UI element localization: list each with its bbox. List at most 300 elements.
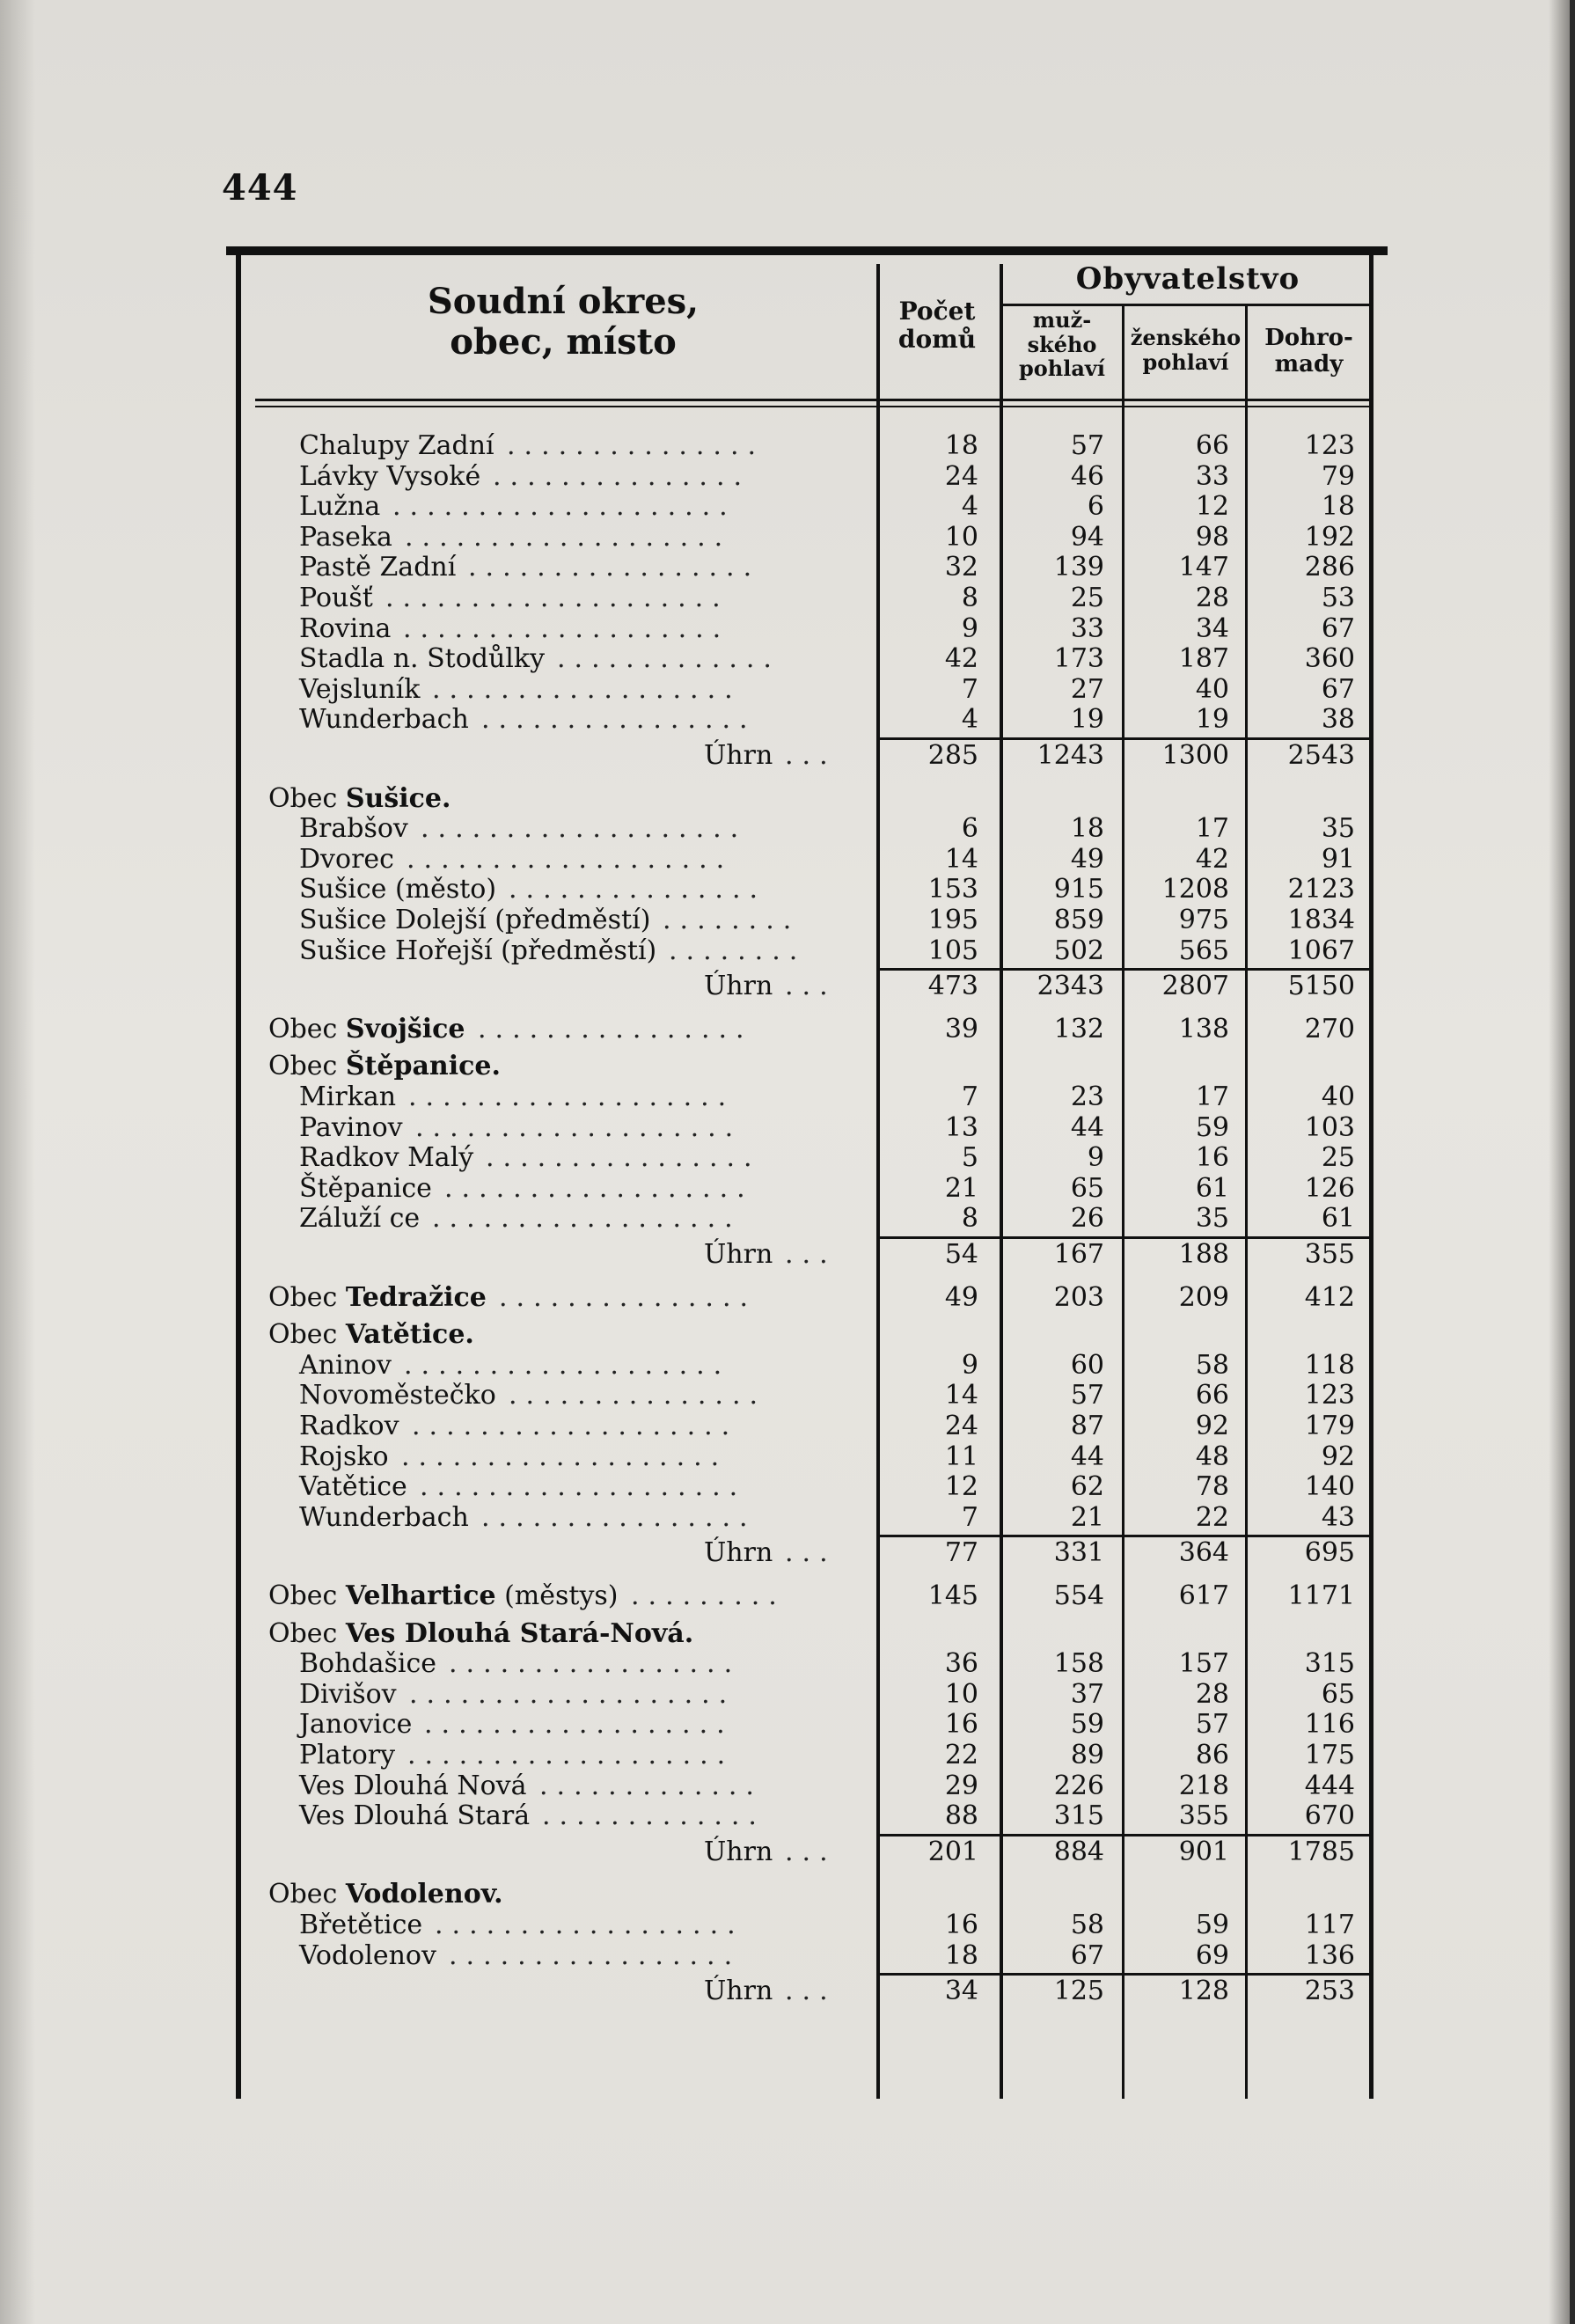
dot-leader: ...................	[421, 813, 748, 845]
summary-row	[0, 1538, 1575, 1568]
header-muz-line2: ského	[1027, 331, 1097, 357]
male-cell: 554	[1053, 1580, 1104, 1611]
summary-label: Úhrn	[704, 1537, 773, 1569]
municipality-name	[268, 1015, 465, 1045]
municipality-row	[0, 1052, 1575, 1081]
male-cell: 33	[1070, 612, 1104, 644]
female-cell: 69	[1195, 1939, 1229, 1971]
municipality-name	[268, 1052, 501, 1081]
municipality-row	[0, 1320, 1575, 1350]
female-cell: 617	[1178, 1580, 1229, 1611]
place-name: Platory	[299, 1740, 396, 1770]
header-dohro-line1: Dohro-	[1264, 325, 1353, 351]
female-cell: 157	[1178, 1648, 1229, 1680]
table-row	[0, 644, 1575, 674]
dot-leader: .................	[449, 1939, 742, 1971]
female-cell: 86	[1195, 1740, 1229, 1770]
male-cell: 203	[1053, 1281, 1104, 1313]
dot-leader: ...............	[493, 460, 751, 492]
total-cell: 116	[1304, 1709, 1355, 1741]
dot-leader: ...	[785, 1976, 837, 2007]
houses-cell: 16	[944, 1910, 978, 1940]
place-name: Vodolenov	[299, 1939, 436, 1971]
houses-cell: 14	[944, 1380, 978, 1411]
place-name: Dvorec	[299, 843, 394, 875]
dot-leader: ...................	[407, 843, 734, 875]
dot-leader: ...	[785, 1836, 837, 1867]
page-number: 444	[222, 167, 298, 209]
female-cell: 12	[1195, 491, 1229, 523]
male-cell: 87	[1070, 1411, 1104, 1441]
municipality-prefix: Obec	[268, 782, 346, 814]
female-cell: 78	[1195, 1471, 1229, 1503]
header-domu-line2: domů	[897, 325, 977, 355]
place-name: Pavinov	[299, 1111, 403, 1143]
total-cell: 38	[1321, 704, 1355, 736]
municipality-prefix: Obec	[268, 1051, 346, 1082]
male-cell: 331	[1053, 1537, 1104, 1569]
municipality-name	[268, 1880, 503, 1910]
municipality-title: Vatětice.	[345, 1319, 474, 1351]
female-cell: 1300	[1161, 740, 1229, 771]
houses-cell: 24	[944, 1411, 978, 1441]
houses-cell: 32	[944, 552, 978, 583]
municipality-name	[268, 1581, 619, 1611]
dot-leader: ........	[663, 905, 801, 935]
table-row	[0, 1143, 1575, 1173]
female-cell: 22	[1195, 1501, 1229, 1533]
place-name: Ves Dlouhá Nová	[299, 1770, 527, 1801]
male-cell: 25	[1070, 583, 1104, 613]
municipality-row	[0, 1015, 1575, 1045]
table-row	[0, 1351, 1575, 1381]
houses-cell: 12	[944, 1471, 978, 1503]
male-cell: 2343	[1037, 971, 1104, 1002]
total-cell: 79	[1321, 460, 1355, 492]
place-name: Vatětice	[299, 1471, 407, 1503]
houses-cell: 14	[944, 843, 978, 875]
place-name: Sušice (město)	[299, 874, 497, 905]
place-name: Rojsko	[299, 1441, 389, 1472]
total-cell: 192	[1304, 521, 1355, 553]
female-cell: 19	[1195, 704, 1229, 736]
dot-leader: ...	[785, 971, 837, 1002]
total-cell: 123	[1304, 430, 1355, 461]
place-name: Janovice	[299, 1709, 413, 1741]
total-cell: 1171	[1287, 1580, 1355, 1611]
total-cell: 43	[1321, 1501, 1355, 1533]
total-cell: 67	[1321, 612, 1355, 644]
table-row	[0, 553, 1575, 583]
dot-leader: ...	[785, 740, 837, 771]
place-name: Chalupy Zadní	[299, 430, 494, 461]
header-main-line2: obec, místo	[450, 321, 677, 363]
place-name: Paseka	[299, 521, 392, 553]
place-name: Poušť	[299, 583, 373, 613]
houses-cell: 9	[961, 1349, 978, 1381]
place-name: Mirkan	[299, 1081, 397, 1112]
male-cell: 59	[1070, 1709, 1104, 1741]
table-row	[0, 1204, 1575, 1234]
table-row	[0, 1910, 1575, 1940]
place-name: Divišov	[299, 1678, 397, 1710]
place-name: Novoměstečko	[299, 1380, 496, 1411]
houses-cell: 8	[961, 1203, 978, 1235]
place-name: Radkov Malý	[299, 1142, 474, 1174]
place-name: Sušice Hořejší (předměstí)	[299, 935, 657, 966]
total-cell: 315	[1304, 1648, 1355, 1680]
place-name: Wunderbach	[299, 704, 469, 736]
dot-leader: ...................	[407, 1740, 735, 1770]
dot-leader: ...............	[507, 430, 766, 461]
header-zen-line1: ženského	[1130, 325, 1242, 350]
municipality-prefix: Obec	[268, 1319, 346, 1351]
houses-cell: 4	[961, 704, 978, 736]
summary-label: Úhrn	[704, 740, 773, 771]
place-name: Lužna	[299, 491, 381, 523]
table-row	[0, 583, 1575, 613]
total-cell: 65	[1321, 1678, 1355, 1710]
table-row	[0, 1649, 1575, 1679]
male-cell: 67	[1070, 1939, 1104, 1971]
table-row	[0, 523, 1575, 553]
male-cell: 62	[1070, 1471, 1104, 1503]
female-cell: 565	[1178, 935, 1229, 966]
houses-cell: 24	[944, 460, 978, 492]
houses-cell: 49	[944, 1281, 978, 1313]
houses-cell: 18	[944, 1939, 978, 1971]
total-cell: 360	[1304, 643, 1355, 675]
female-cell: 218	[1178, 1770, 1229, 1801]
place-name: Břetětice	[299, 1910, 423, 1940]
total-cell: 35	[1321, 813, 1355, 845]
female-cell: 98	[1195, 521, 1229, 553]
male-cell: 49	[1070, 843, 1104, 875]
male-cell: 158	[1053, 1648, 1104, 1680]
male-cell: 60	[1070, 1349, 1104, 1381]
municipality-prefix: Obec	[268, 1013, 346, 1045]
total-cell: 179	[1304, 1411, 1355, 1441]
houses-cell: 7	[961, 1501, 978, 1533]
municipality-title: Svojšice	[345, 1013, 465, 1045]
houses-cell: 34	[944, 1976, 978, 2007]
female-cell: 901	[1178, 1836, 1229, 1867]
male-cell: 23	[1070, 1081, 1104, 1112]
table-row	[0, 1801, 1575, 1831]
place-name: Wunderbach	[299, 1501, 469, 1533]
total-cell: 270	[1304, 1013, 1355, 1045]
dot-leader: ....................	[392, 491, 736, 523]
houses-cell: 13	[944, 1111, 978, 1143]
female-cell: 28	[1195, 1678, 1229, 1710]
female-cell: 209	[1178, 1281, 1229, 1313]
summary-row	[0, 1240, 1575, 1270]
place-name: Štěpanice	[299, 1172, 432, 1204]
female-cell: 66	[1195, 1380, 1229, 1411]
female-cell: 35	[1195, 1203, 1229, 1235]
male-cell: 44	[1070, 1441, 1104, 1472]
female-cell: 355	[1178, 1800, 1229, 1832]
total-cell: 61	[1321, 1203, 1355, 1235]
header-muz-line3: pohlaví	[1019, 356, 1105, 382]
municipality-name	[268, 784, 451, 814]
houses-cell: 145	[927, 1580, 978, 1611]
male-cell: 89	[1070, 1740, 1104, 1770]
total-cell: 670	[1304, 1800, 1355, 1832]
dot-leader: .........	[631, 1580, 786, 1611]
female-cell: 187	[1178, 643, 1229, 675]
summary-label: Úhrn	[704, 1239, 773, 1270]
total-cell: 92	[1321, 1441, 1355, 1472]
houses-cell: 195	[927, 905, 978, 935]
place-name: Brabšov	[299, 813, 408, 845]
table-row	[0, 614, 1575, 644]
houses-cell: 36	[944, 1648, 978, 1680]
place-name: Radkov	[299, 1411, 399, 1441]
female-cell: 364	[1178, 1537, 1229, 1569]
female-cell: 138	[1178, 1013, 1229, 1045]
total-cell: 118	[1304, 1349, 1355, 1381]
male-cell: 27	[1070, 673, 1104, 705]
municipality-title: Ves Dlouhá Stará-Nová.	[345, 1617, 694, 1649]
total-cell: 2123	[1287, 874, 1355, 905]
total-cell: 117	[1304, 1910, 1355, 1940]
dot-leader: ................	[481, 704, 757, 736]
table-row	[0, 675, 1575, 705]
municipality-row	[0, 1283, 1575, 1313]
dot-leader: ...................	[403, 612, 730, 644]
female-cell: 2807	[1161, 971, 1229, 1002]
houses-cell: 8	[961, 583, 978, 613]
header-dohro-line2: mady	[1274, 350, 1344, 378]
summary-row	[0, 1976, 1575, 2006]
dot-leader: ...............	[509, 874, 767, 905]
dot-leader: .............	[557, 643, 780, 675]
male-cell: 26	[1070, 1203, 1104, 1235]
female-cell: 17	[1195, 1081, 1229, 1112]
houses-cell: 22	[944, 1740, 978, 1770]
total-cell: 53	[1321, 583, 1355, 613]
houses-cell: 10	[944, 521, 978, 553]
female-cell: 188	[1178, 1239, 1229, 1270]
table-row	[0, 905, 1575, 935]
municipality-title: Velhartice	[345, 1580, 496, 1611]
dot-leader: ..................	[424, 1709, 734, 1741]
male-cell: 167	[1053, 1239, 1104, 1270]
table-row	[0, 1771, 1575, 1801]
female-cell: 42	[1195, 843, 1229, 875]
table-row	[0, 1381, 1575, 1411]
total-cell: 412	[1304, 1281, 1355, 1313]
dot-leader: ...................	[409, 1678, 736, 1710]
place-name: Pastě Zadní	[299, 552, 457, 583]
total-cell: 140	[1304, 1471, 1355, 1503]
houses-cell: 39	[944, 1013, 978, 1045]
place-name: Bohdašice	[299, 1648, 437, 1680]
municipality-prefix: Obec	[268, 1281, 346, 1313]
municipality-title: Tedražice	[345, 1281, 487, 1313]
houses-cell: 4	[961, 491, 978, 523]
female-cell: 48	[1195, 1441, 1229, 1472]
female-cell: 128	[1178, 1976, 1229, 2007]
female-cell: 59	[1195, 1910, 1229, 1940]
total-cell: 2543	[1287, 740, 1355, 771]
dot-leader: ...................	[401, 1441, 729, 1472]
male-cell: 884	[1053, 1836, 1104, 1867]
male-cell: 915	[1053, 874, 1104, 905]
place-name: Rovina	[299, 612, 392, 644]
header-main-line1: Soudní okres,	[427, 281, 700, 322]
female-cell: 66	[1195, 430, 1229, 461]
table-row	[0, 1941, 1575, 1971]
houses-cell: 201	[927, 1836, 978, 1867]
female-cell: 33	[1195, 460, 1229, 492]
male-cell: 58	[1070, 1910, 1104, 1940]
male-cell: 502	[1053, 935, 1104, 966]
male-cell: 18	[1070, 813, 1104, 845]
male-cell: 94	[1070, 521, 1104, 553]
table-row	[0, 705, 1575, 735]
female-cell: 57	[1195, 1709, 1229, 1741]
male-cell: 315	[1053, 1800, 1104, 1832]
total-cell: 103	[1304, 1111, 1355, 1143]
place-name: Aninov	[299, 1349, 392, 1381]
dot-leader: ................	[478, 1013, 753, 1045]
place-name: Lávky Vysoké	[299, 460, 481, 492]
houses-cell: 54	[944, 1239, 978, 1270]
female-cell: 28	[1195, 583, 1229, 613]
place-name: Stadla n. Stodůlky	[299, 643, 546, 675]
male-cell: 46	[1070, 460, 1104, 492]
female-cell: 92	[1195, 1411, 1229, 1441]
houses-cell: 21	[944, 1172, 978, 1204]
male-cell: 173	[1053, 643, 1104, 675]
summary-label: Úhrn	[704, 971, 773, 1002]
dot-leader: ...	[785, 1537, 837, 1569]
dot-leader: ...................	[405, 521, 732, 553]
houses-cell: 5	[961, 1142, 978, 1174]
female-cell: 147	[1178, 552, 1229, 583]
summary-row	[0, 741, 1575, 771]
male-cell: 1243	[1037, 740, 1104, 771]
total-cell: 1785	[1287, 1836, 1355, 1867]
female-cell: 975	[1178, 905, 1229, 935]
dot-leader: .............	[542, 1800, 766, 1832]
dot-leader: ...................	[408, 1081, 736, 1112]
male-cell: 859	[1053, 905, 1104, 935]
municipality-name	[268, 1619, 693, 1649]
table-row	[0, 431, 1575, 461]
dot-leader: ................	[486, 1142, 761, 1174]
municipality-row	[0, 1581, 1575, 1611]
male-cell: 21	[1070, 1501, 1104, 1533]
total-cell: 123	[1304, 1380, 1355, 1411]
table-row	[0, 1741, 1575, 1770]
table-row	[0, 1174, 1575, 1204]
dot-leader: ...................	[420, 1471, 747, 1503]
dot-leader: ..................	[435, 1910, 744, 1940]
municipality-prefix: Obec	[268, 1617, 346, 1649]
female-cell: 59	[1195, 1111, 1229, 1143]
total-cell: 1067	[1287, 935, 1355, 966]
place-name: Sušice Dolejší (předměstí)	[299, 905, 651, 935]
municipality-title: Sušice.	[345, 782, 451, 814]
houses-cell: 88	[944, 1800, 978, 1832]
total-cell: 253	[1304, 1976, 1355, 2007]
header-muz-line1: muž-	[1032, 307, 1092, 333]
total-cell: 40	[1321, 1081, 1355, 1112]
total-cell: 1834	[1287, 905, 1355, 935]
dot-leader: ........	[669, 935, 807, 966]
table-row	[0, 1710, 1575, 1740]
houses-cell: 153	[927, 874, 978, 905]
dot-leader: ...................	[412, 1411, 739, 1441]
header-zen-line2: pohlaví	[1142, 348, 1229, 375]
table-row	[0, 1113, 1575, 1143]
total-cell: 695	[1304, 1537, 1355, 1569]
male-cell: 9	[1087, 1142, 1104, 1174]
female-cell: 16	[1195, 1142, 1229, 1174]
municipality-title: Štěpanice.	[345, 1051, 501, 1082]
male-cell: 57	[1070, 430, 1104, 461]
dot-leader: ................	[481, 1501, 757, 1533]
male-cell: 226	[1053, 1770, 1104, 1801]
dot-leader: ...................	[415, 1111, 743, 1143]
municipality-row	[0, 1880, 1575, 1910]
male-cell: 57	[1070, 1380, 1104, 1411]
municipality-row	[0, 1619, 1575, 1649]
male-cell: 125	[1053, 1976, 1104, 2007]
dot-leader: ..................	[432, 673, 742, 705]
female-cell: 58	[1195, 1349, 1229, 1381]
male-cell: 132	[1053, 1013, 1104, 1045]
dot-leader: ..................	[432, 1203, 742, 1235]
female-cell: 34	[1195, 612, 1229, 644]
houses-cell: 77	[944, 1537, 978, 1569]
houses-cell: 6	[961, 813, 978, 845]
houses-cell: 105	[927, 935, 978, 966]
houses-cell: 9	[961, 612, 978, 644]
municipality-suffix: (městys)	[495, 1580, 619, 1611]
place-name: Vejsluník	[299, 673, 421, 705]
municipality-title: Vodolenov.	[345, 1879, 503, 1910]
female-cell: 40	[1195, 673, 1229, 705]
dot-leader: .................	[449, 1648, 742, 1680]
summary-label: Úhrn	[704, 1836, 773, 1867]
total-cell: 91	[1321, 843, 1355, 875]
total-cell: 444	[1304, 1770, 1355, 1801]
houses-cell: 11	[944, 1441, 978, 1472]
houses-cell: 473	[927, 971, 978, 1002]
table-row	[0, 875, 1575, 905]
female-cell: 61	[1195, 1172, 1229, 1204]
houses-cell: 29	[944, 1770, 978, 1801]
total-cell: 175	[1304, 1740, 1355, 1770]
municipality-row	[0, 784, 1575, 814]
table-row	[0, 1082, 1575, 1112]
table-row	[0, 492, 1575, 522]
place-name: Záluží ce	[299, 1203, 421, 1235]
houses-cell: 285	[927, 740, 978, 771]
total-cell: 67	[1321, 673, 1355, 705]
female-cell: 17	[1195, 813, 1229, 845]
male-cell: 44	[1070, 1111, 1104, 1143]
houses-cell: 42	[944, 643, 978, 675]
table-row	[0, 1442, 1575, 1472]
dot-leader: .............	[539, 1770, 763, 1801]
total-cell: 25	[1321, 1142, 1355, 1174]
male-cell: 139	[1053, 552, 1104, 583]
